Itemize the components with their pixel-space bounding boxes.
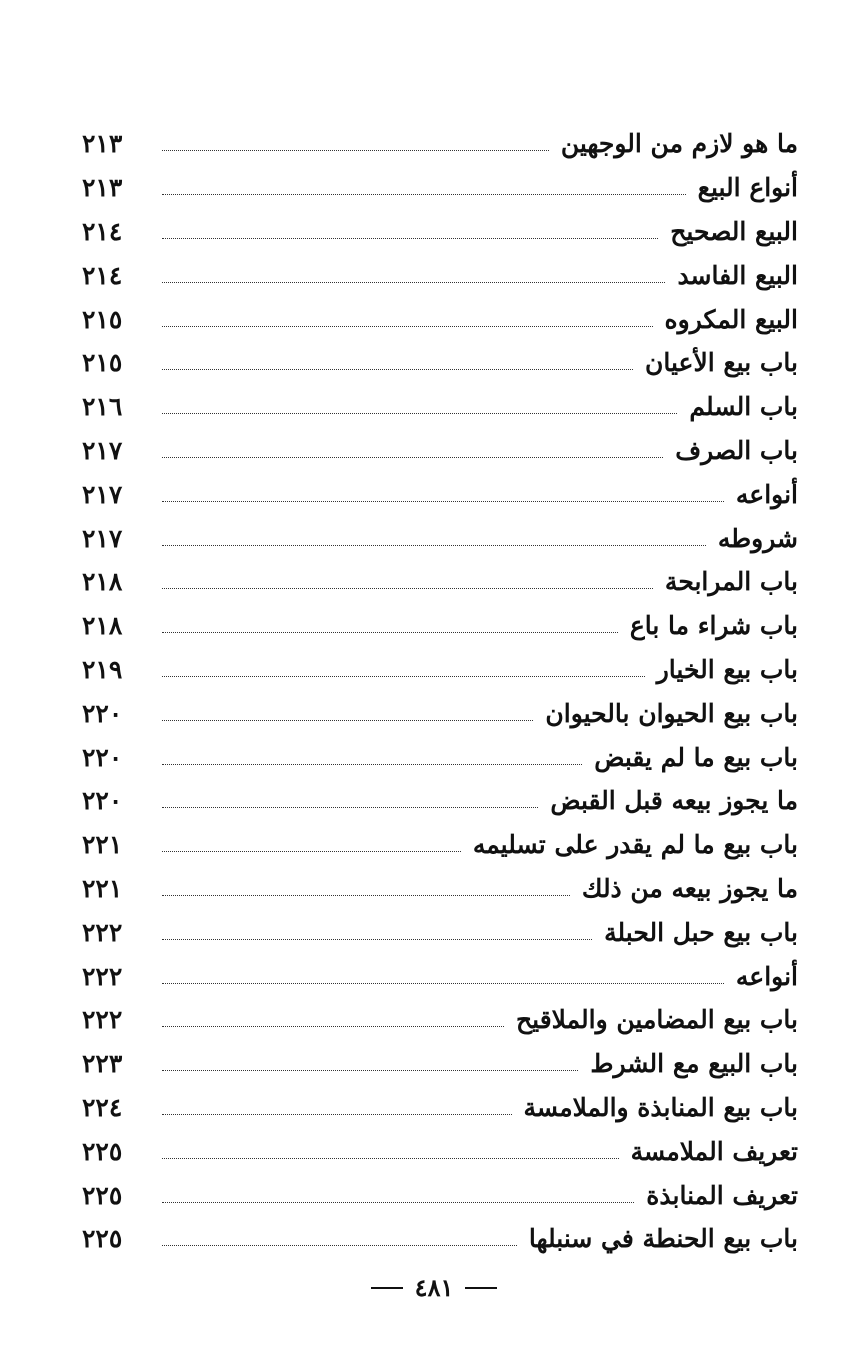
toc-row bbox=[82, 1086, 798, 1130]
dot-leader bbox=[162, 588, 653, 589]
dot-leader bbox=[162, 194, 686, 195]
dot-leader bbox=[162, 1245, 517, 1246]
dot-leader bbox=[162, 895, 570, 896]
toc-page-number: ٢١٦ bbox=[82, 392, 123, 422]
toc-page-number: ٢٢١ bbox=[82, 873, 123, 903]
toc-entry-title: باب بيع المنابذة والملامسة bbox=[523, 1092, 798, 1122]
toc-row bbox=[82, 648, 798, 692]
toc-row bbox=[82, 1042, 798, 1086]
dot-leader bbox=[162, 1202, 634, 1203]
toc-row bbox=[82, 691, 798, 735]
toc-row bbox=[82, 998, 798, 1042]
dot-leader bbox=[162, 545, 706, 546]
toc-entry-title: ما هو لازم من الوجهين bbox=[560, 129, 798, 159]
toc-row bbox=[82, 253, 798, 297]
toc-entry-title: البيع الصحيح bbox=[670, 216, 798, 246]
toc-row bbox=[82, 429, 798, 473]
dot-leader bbox=[162, 413, 677, 414]
toc-page-number: ٢١٨ bbox=[82, 567, 123, 597]
toc-row bbox=[82, 954, 798, 998]
toc-row bbox=[82, 122, 798, 166]
dot-leader bbox=[162, 326, 653, 327]
dot-leader bbox=[162, 632, 618, 633]
toc-entry-title: باب بيع المضامين والملاقيح bbox=[516, 1005, 798, 1035]
toc-entry-title: تعريف الملامسة bbox=[630, 1136, 798, 1166]
toc-entry-title: باب البيع مع الشرط bbox=[590, 1049, 798, 1079]
dot-leader bbox=[162, 983, 724, 984]
toc-page-number: ٢٢٠ bbox=[82, 698, 123, 728]
toc-row bbox=[82, 472, 798, 516]
toc-entry-title: شروطه bbox=[717, 523, 798, 553]
toc-page-number: ٢١٩ bbox=[82, 654, 123, 684]
toc-page-number: ٢٢٢ bbox=[82, 1005, 123, 1035]
toc-page-number: ٢١٥ bbox=[82, 304, 123, 334]
toc-page-number: ٢٢٥ bbox=[82, 1180, 123, 1210]
dot-leader bbox=[162, 282, 665, 283]
toc-row bbox=[82, 1129, 798, 1173]
dot-leader bbox=[162, 939, 592, 940]
toc-entry-title: ما يجوز بيعه من ذلك bbox=[581, 873, 798, 903]
toc-entry-title: باب المرابحة bbox=[664, 567, 798, 597]
dot-leader bbox=[162, 851, 461, 852]
toc-row bbox=[82, 341, 798, 385]
toc-page-number: ٢٢١ bbox=[82, 830, 123, 860]
toc-entry-title: تعريف المنابذة bbox=[646, 1180, 798, 1210]
footer-dash bbox=[371, 1287, 403, 1289]
page-footer bbox=[0, 1273, 868, 1302]
toc-entry-title: أنواعه bbox=[735, 479, 798, 509]
toc-page-number: ٢٢٥ bbox=[82, 1224, 123, 1254]
toc-row bbox=[82, 779, 798, 823]
dot-leader bbox=[162, 676, 645, 677]
toc-page-number: ٢٢٤ bbox=[82, 1092, 123, 1122]
toc-page-number: ٢٢٠ bbox=[82, 742, 123, 772]
toc-page-number: ٢١٥ bbox=[82, 348, 123, 378]
toc-entry-title: باب بيع الحنطة في سنبلها bbox=[528, 1224, 798, 1254]
toc-entry-title: باب بيع ما لم يقبض bbox=[594, 742, 798, 772]
dot-leader bbox=[162, 764, 582, 765]
toc-row bbox=[82, 166, 798, 210]
toc-row bbox=[82, 516, 798, 560]
toc-entry-title: أنواع البيع bbox=[697, 173, 798, 203]
toc-page-number: ٢١٧ bbox=[82, 479, 123, 509]
toc-row bbox=[82, 1173, 798, 1217]
toc-row bbox=[82, 867, 798, 911]
toc-page-number: ٢٢٥ bbox=[82, 1136, 123, 1166]
toc-page-number: ٢٢٢ bbox=[82, 917, 123, 947]
toc-entry-title: البيع المكروه bbox=[664, 304, 798, 334]
table-of-contents bbox=[82, 122, 798, 1261]
toc-page-number: ٢٢٢ bbox=[82, 961, 123, 991]
toc-entry-title: باب بيع الحيوان بالحيوان bbox=[545, 698, 798, 728]
toc-page-number: ٢١٤ bbox=[82, 260, 123, 290]
toc-entry-title: باب السلم bbox=[689, 392, 798, 422]
dot-leader bbox=[162, 720, 533, 721]
dot-leader bbox=[162, 457, 663, 458]
toc-entry-title: البيع الفاسد bbox=[677, 260, 798, 290]
toc-entry-title: باب الصرف bbox=[675, 435, 798, 465]
dot-leader bbox=[162, 1026, 504, 1027]
dot-leader bbox=[162, 238, 658, 239]
toc-page-number: ٢١٧ bbox=[82, 435, 123, 465]
dot-leader bbox=[162, 150, 549, 151]
toc-row bbox=[82, 297, 798, 341]
footer-page-number: ٤٨١ bbox=[414, 1273, 454, 1302]
toc-page-number: ٢١٣ bbox=[82, 129, 123, 159]
toc-row bbox=[82, 385, 798, 429]
toc-page-number: ٢١٧ bbox=[82, 523, 123, 553]
dot-leader bbox=[162, 807, 538, 808]
toc-entry-title: أنواعه bbox=[735, 961, 798, 991]
toc-row bbox=[82, 604, 798, 648]
toc-row bbox=[82, 735, 798, 779]
toc-entry-title: ما يجوز بيعه قبل القبض bbox=[550, 786, 798, 816]
toc-page-number: ٢٢٠ bbox=[82, 786, 123, 816]
toc-entry-title: باب بيع حبل الحبلة bbox=[604, 917, 798, 947]
dot-leader bbox=[162, 1114, 512, 1115]
toc-page-number: ٢١٣ bbox=[82, 173, 123, 203]
toc-page-number: ٢١٤ bbox=[82, 216, 123, 246]
footer-dash bbox=[465, 1287, 497, 1289]
toc-entry-title: باب بيع الأعيان bbox=[645, 348, 798, 378]
toc-row bbox=[82, 210, 798, 254]
toc-row bbox=[82, 910, 798, 954]
dot-leader bbox=[162, 369, 633, 370]
toc-page-number: ٢٢٣ bbox=[82, 1049, 123, 1079]
dot-leader bbox=[162, 1070, 578, 1071]
dot-leader bbox=[162, 501, 724, 502]
toc-row bbox=[82, 560, 798, 604]
toc-page-number: ٢١٨ bbox=[82, 611, 123, 641]
toc-entry-title: باب شراء ما باع bbox=[629, 611, 798, 641]
toc-entry-title: باب بيع ما لم يقدر على تسليمه bbox=[472, 830, 798, 860]
toc-entry-title: باب بيع الخيار bbox=[656, 654, 798, 684]
dot-leader bbox=[162, 1158, 619, 1159]
toc-row bbox=[82, 1217, 798, 1261]
toc-row bbox=[82, 823, 798, 867]
